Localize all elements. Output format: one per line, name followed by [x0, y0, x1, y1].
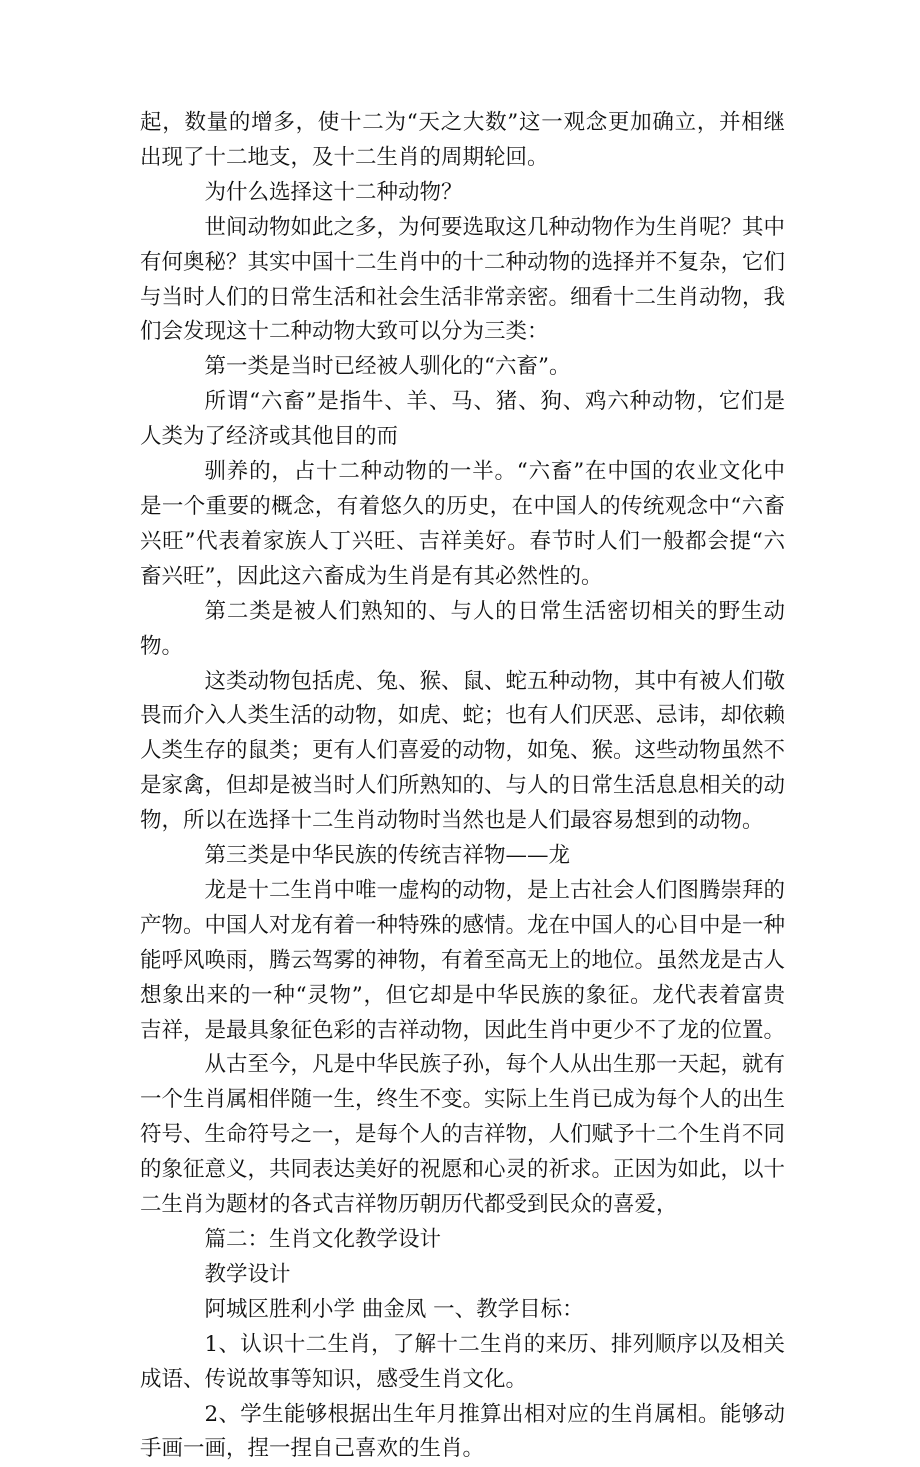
- paragraph-1: 起，数量的增多，使十二为“天之大数”这一观念更加确立，并相继出现了十二地支，及十二生肖的周期轮回。: [140, 110, 785, 170]
- paragraph-6: 驯养的，占十二种动物的一半。“六畜”在中国的农业文化中是一个重要的概念，有着悠久的历史，在中国人的传统观念中“六畜兴旺”代表着家族人丁兴旺、吉祥美好。春节时人们一般都会提“六畜兴旺”，因此这六畜成为生肖是有其必然性的。: [140, 459, 785, 589]
- paragraph-4: 第一类是当时已经被人驯化的“六畜”。: [204, 354, 571, 380]
- paragraph-3: 世间动物如此之多，为何要选取这几种动物作为生肖呢？其中有何奥秘？其实中国十二生肖中的十二种动物的选择并不复杂，它们与当时人们的日常生活和社会生活非常亲密。细看十二生肖动物，我们会发现这十二种动物大致可以分为三类：: [140, 214, 786, 345]
- paragraph-8: 这类动物包括虎、兔、猴、鼠、蛇五种动物，其中有被人们敬畏而介入人类生活的动物，如虎、蛇；也有人们厌恶、忌讳，却依赖人类生存的鼠类；更有人们喜爱的动物，如兔、猴。这些动物虽然不是家禽，但却是被当时人们所熟知的、与人的日常生活息息相关的动物，所以在选择十二生肖动物时当然也是人们最容易想到的动物。: [140, 668, 786, 834]
- document-body: [140, 106, 785, 1467]
- paragraph-7: 第二类是被人们熟知的、与人的日常生活密切相关的野生动物。: [140, 598, 785, 659]
- paragraph-5: 所谓“六畜”是指牛、羊、马、猪、狗、鸡六种动物，它们是人类为了经济或其他目的而: [140, 389, 785, 450]
- paragraph-11: 从古至今，凡是中华民族子孙，每个人从出生那一天起，就有一个生肖属相伴随一生，终生不变。实际上生肖已成为每个人的出生符号、生命符号之一，是每个人的吉祥物，人们赋予十二个生肖不同的象征意义，共同表达美好的祝愿和心灵的祈求。正因为如此，以十二生肖为题材的各式吉祥物历朝历代都受到民众的喜爱，: [140, 1052, 786, 1218]
- paragraph-10: 龙是十二生肖中唯一虚构的动物，是上古社会人们图腾崇拜的产物。中国人对龙有着一种特殊的感情。龙在中国人的心目中是一种能呼风唤雨，腾云驾雾的神物，有着至高无上的地位。虽然龙是古人想象出来的一种“灵物”，但它却是中华民族的象征。龙代表着富贵吉祥，是最具象征色彩的吉祥动物，因此生肖中更少不了龙的位置。: [140, 877, 786, 1043]
- section-heading: 篇二：生肖文化教学设计: [204, 1227, 442, 1252]
- objective-1: 1、认识十二生肖，了解十二生肖的来历、排列顺序以及相关成语、传说故事等知识，感受生肖文化。: [140, 1331, 785, 1392]
- paragraph-2: 为什么选择这十二种动物？: [204, 179, 463, 205]
- objective-2: 2、学生能够根据出生年月推算出相对应的生肖属相。能够动手画一画，捏一捏自己喜欢的生肖。: [140, 1401, 785, 1462]
- subheading-teaching-design: 教学设计: [204, 1261, 291, 1287]
- paragraph-9: 第三类是中华民族的传统吉祥物——龙: [204, 843, 571, 869]
- author-and-objectives: 阿城区胜利小学 曲金凤 一、教学目标：: [204, 1296, 584, 1322]
